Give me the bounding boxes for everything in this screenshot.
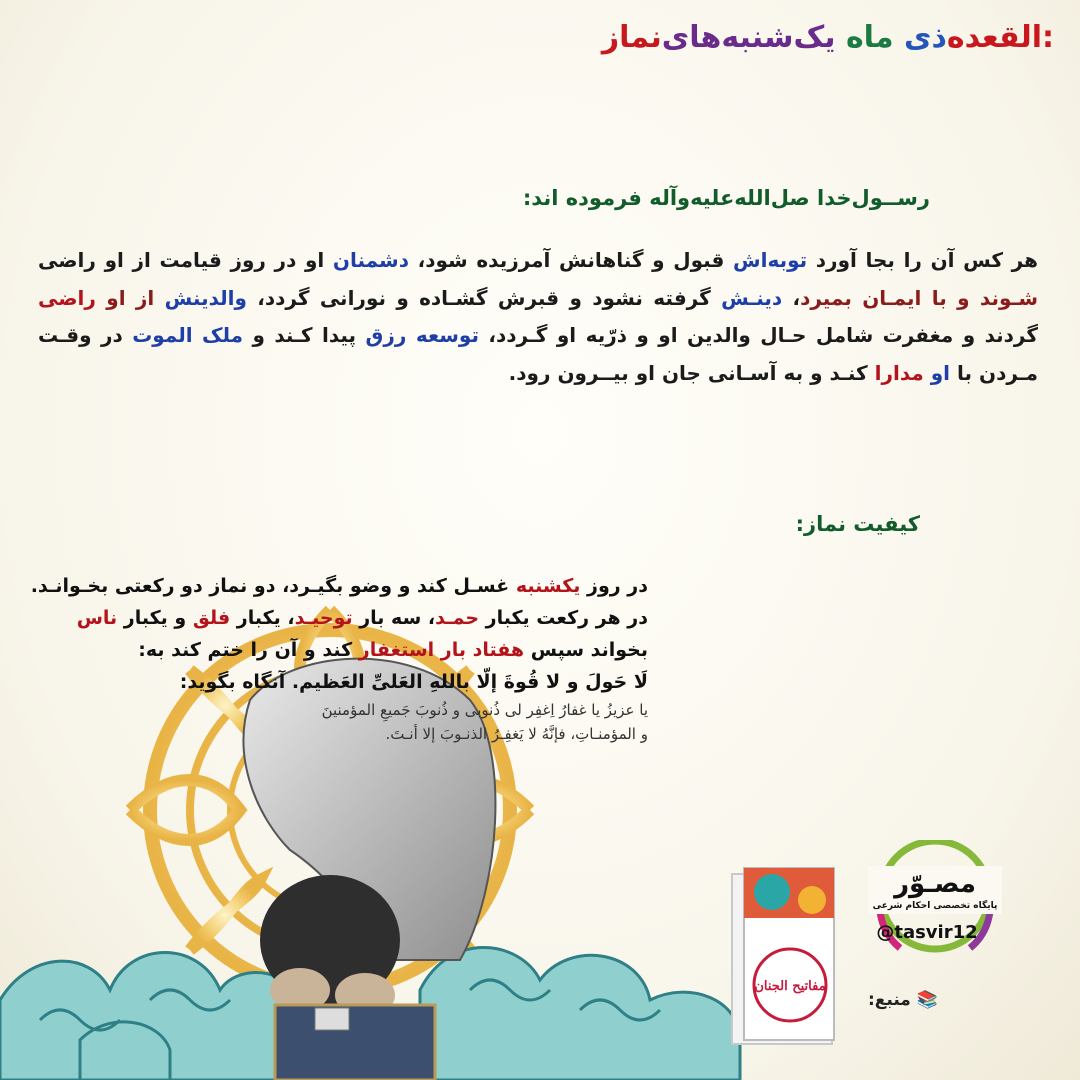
method-run: غسـل کند و وضو بگیـرد، دو نماز دو رکعتی بخـوانـد. [30,575,516,597]
method-run: در روز [580,575,648,597]
method-run: ، سه بار [352,607,436,629]
source-label: 📚 منبع: [868,990,938,1010]
hadith-run: ملک الموت [132,323,244,347]
method-run: توحیـد [294,607,353,629]
method-text [28,570,648,746]
mafatih-book-image [722,860,842,1050]
method-line [28,666,648,698]
method-run: فلق [192,607,231,629]
method-run: یکشنبه [515,575,581,597]
method-run: ، یکبار [230,607,295,629]
method-run: کند و آن را ختم کند به: [138,639,359,661]
method-run: در هر رکعت یکبار [479,607,648,629]
title-part: : [1042,20,1054,55]
hadith-run: توسعه رزق [365,323,479,347]
method-header: کیفیت نماز: [795,512,920,536]
method-run: لَا حَولَ و لا قُوةَ إلّا باللهِ العَلیِّ العَظیم. آنگاه بگوید: [179,671,648,693]
hadith-run: مدارا [874,360,931,385]
method-run: حمـد [435,607,480,629]
title-part: ذی [903,20,947,55]
hadith-run: توبه‌اش [733,248,808,272]
method-run: بخواند سپس [524,639,648,661]
hadith-run: دینـش [721,285,783,310]
hadith-run: او در روز قیامت از او راضی [38,248,333,272]
book-title: مفاتیح الجنان [754,979,826,994]
method-run: هفتاد بار استغفار [358,639,525,661]
hadith-run: دشمنان [332,248,409,272]
hadith-run: هر کس آن را بجا آورد [807,248,1038,272]
hadith-run: از او [95,285,165,310]
title-part: القعده [946,20,1042,55]
method-line [28,570,648,602]
hadith-run: پیدا کـند و [243,323,366,347]
hadith-run: او [930,360,951,385]
method-line [28,602,648,634]
hadith-run: گردند و مغفرت شامل حـال والدین او و ذرّیه او گـردد، [478,323,1038,347]
hadith-text [38,242,1038,392]
logo-text: مصـوّر [894,869,976,899]
method-line [28,698,648,722]
hadith-header: رســول‌خدا صل‌الله‌علیه‌و‌آله فرموده اند: [522,186,930,210]
hadith-run: شـوند و با ایمـان بمیرد [800,285,1039,310]
page-title [34,14,1054,62]
method-line [28,722,648,746]
hadith-run: راضی [38,285,96,310]
title-part: یک‌شنبه‌های [661,20,836,55]
hadith-run: ، [782,285,801,310]
hadith-run: کنـد و به آسـانی جان او بیــرون رود. [508,360,875,385]
method-run: یا عزیزُ یا غفارُ اِغفِر لی ذُنوبی و ذُنوبَ جَمیعِ المؤمنینَ [321,701,648,719]
title-part: نماز [601,20,662,55]
hadith-run: در وقـت مـردن با [38,323,1038,385]
method-line [28,634,648,666]
method-run: ناس [76,607,118,629]
hadith-run: گرفته نشود و قبرش گشـاده و نورانی گردد، [246,285,722,310]
logo-subtitle: پایگاه تخصصی احکام شرعی [872,901,998,911]
hadith-run: والدینش [164,285,247,310]
hadith-run: قبول و گناهانش آمرزیده شود، [409,248,734,272]
method-run: و المؤمنـاتِ، فإنَّهُ لا یَغفِـرُ الذنـوبَ إلا أنـتَ. [385,725,648,743]
title-part: ماه [845,20,894,55]
method-run: و یکبار [117,607,193,629]
source-text: منبع: [868,990,911,1010]
social-handle: @tasvir12 [876,922,978,943]
